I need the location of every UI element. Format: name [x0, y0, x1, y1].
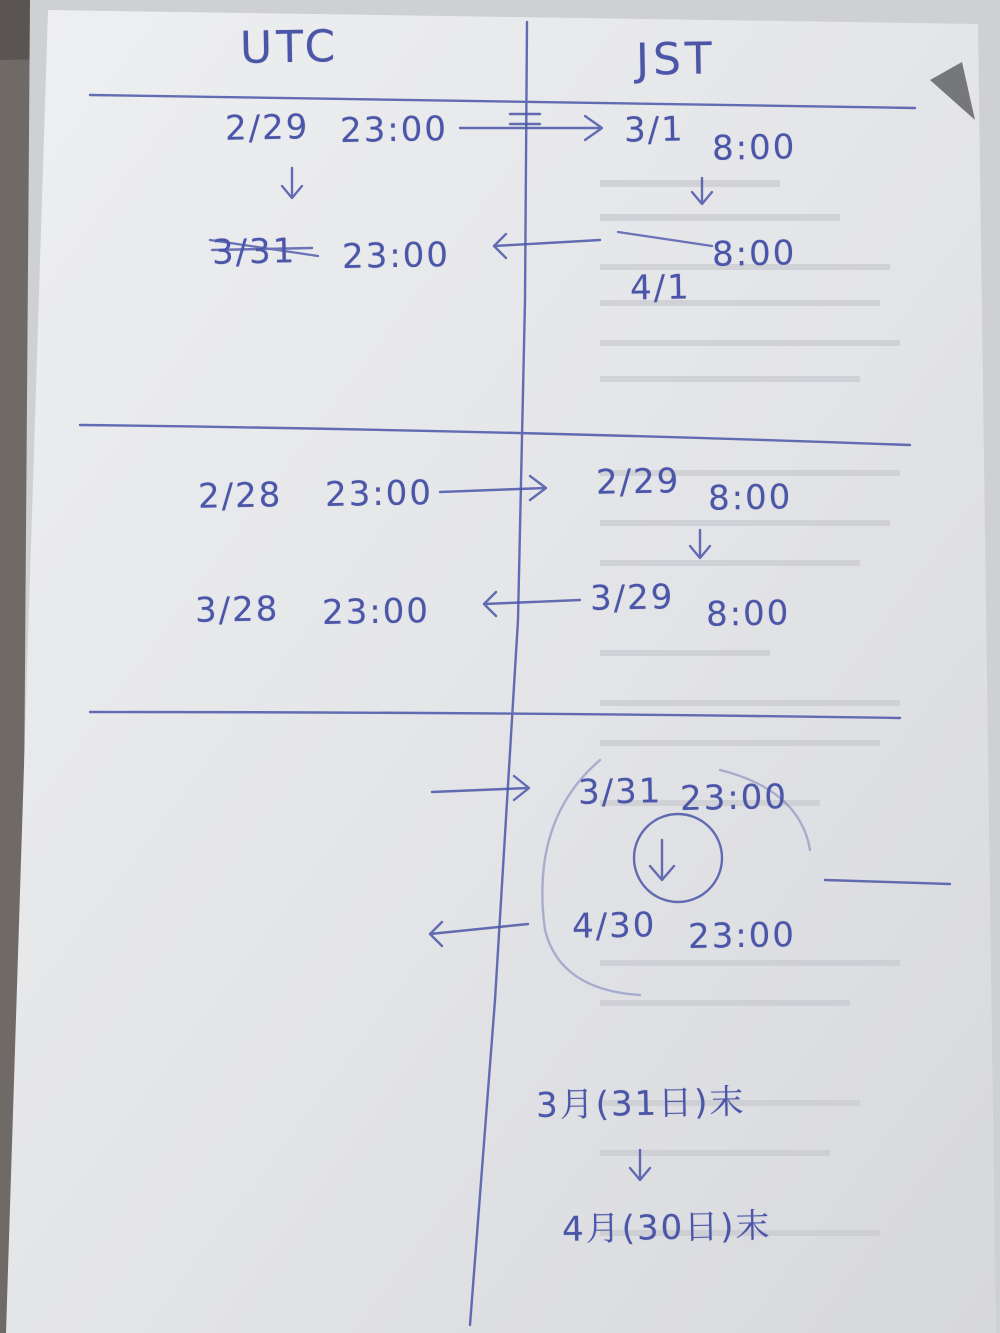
case3-bottom-date: 4/30 — [571, 905, 657, 947]
case1-utc-time: 23:00 — [339, 109, 449, 151]
case2-utc-date: 2/28 — [197, 475, 283, 517]
case1-jst-result-time: 8:00 — [711, 233, 797, 275]
case1-jst-date: 3/1 — [623, 109, 686, 151]
case2-utc-result-date: 3/28 — [194, 589, 280, 631]
column-label-utc: UTC — [239, 21, 340, 74]
footer-line-2: 4月(30日)末 — [561, 1206, 772, 1250]
case2-utc-result-time: 23:00 — [321, 591, 431, 633]
case1-jst-time: 8:00 — [711, 127, 797, 169]
case1-jst-result-date: 4/1 — [629, 267, 692, 309]
case3-top-time: 23:00 — [679, 777, 789, 819]
case3-bottom-time: 23:00 — [687, 915, 797, 957]
paper-sheet — [6, 10, 996, 1333]
case2-utc-time: 23:00 — [324, 473, 434, 515]
case2-jst-time: 8:00 — [707, 477, 793, 519]
case2-jst-date: 2/29 — [595, 461, 681, 503]
column-label-jst: JST — [635, 33, 717, 86]
footer-line-1: 3月(31日)末 — [535, 1082, 746, 1126]
case1-utc-date: 2/29 — [224, 107, 310, 149]
case2-jst-result-date: 3/29 — [589, 577, 675, 619]
case2-jst-result-time: 8:00 — [705, 593, 791, 635]
case1-utc-result-time: 23:00 — [341, 235, 451, 277]
case1-utc-result-date: 3/31 — [211, 231, 297, 273]
case3-top-date: 3/31 — [577, 771, 663, 813]
